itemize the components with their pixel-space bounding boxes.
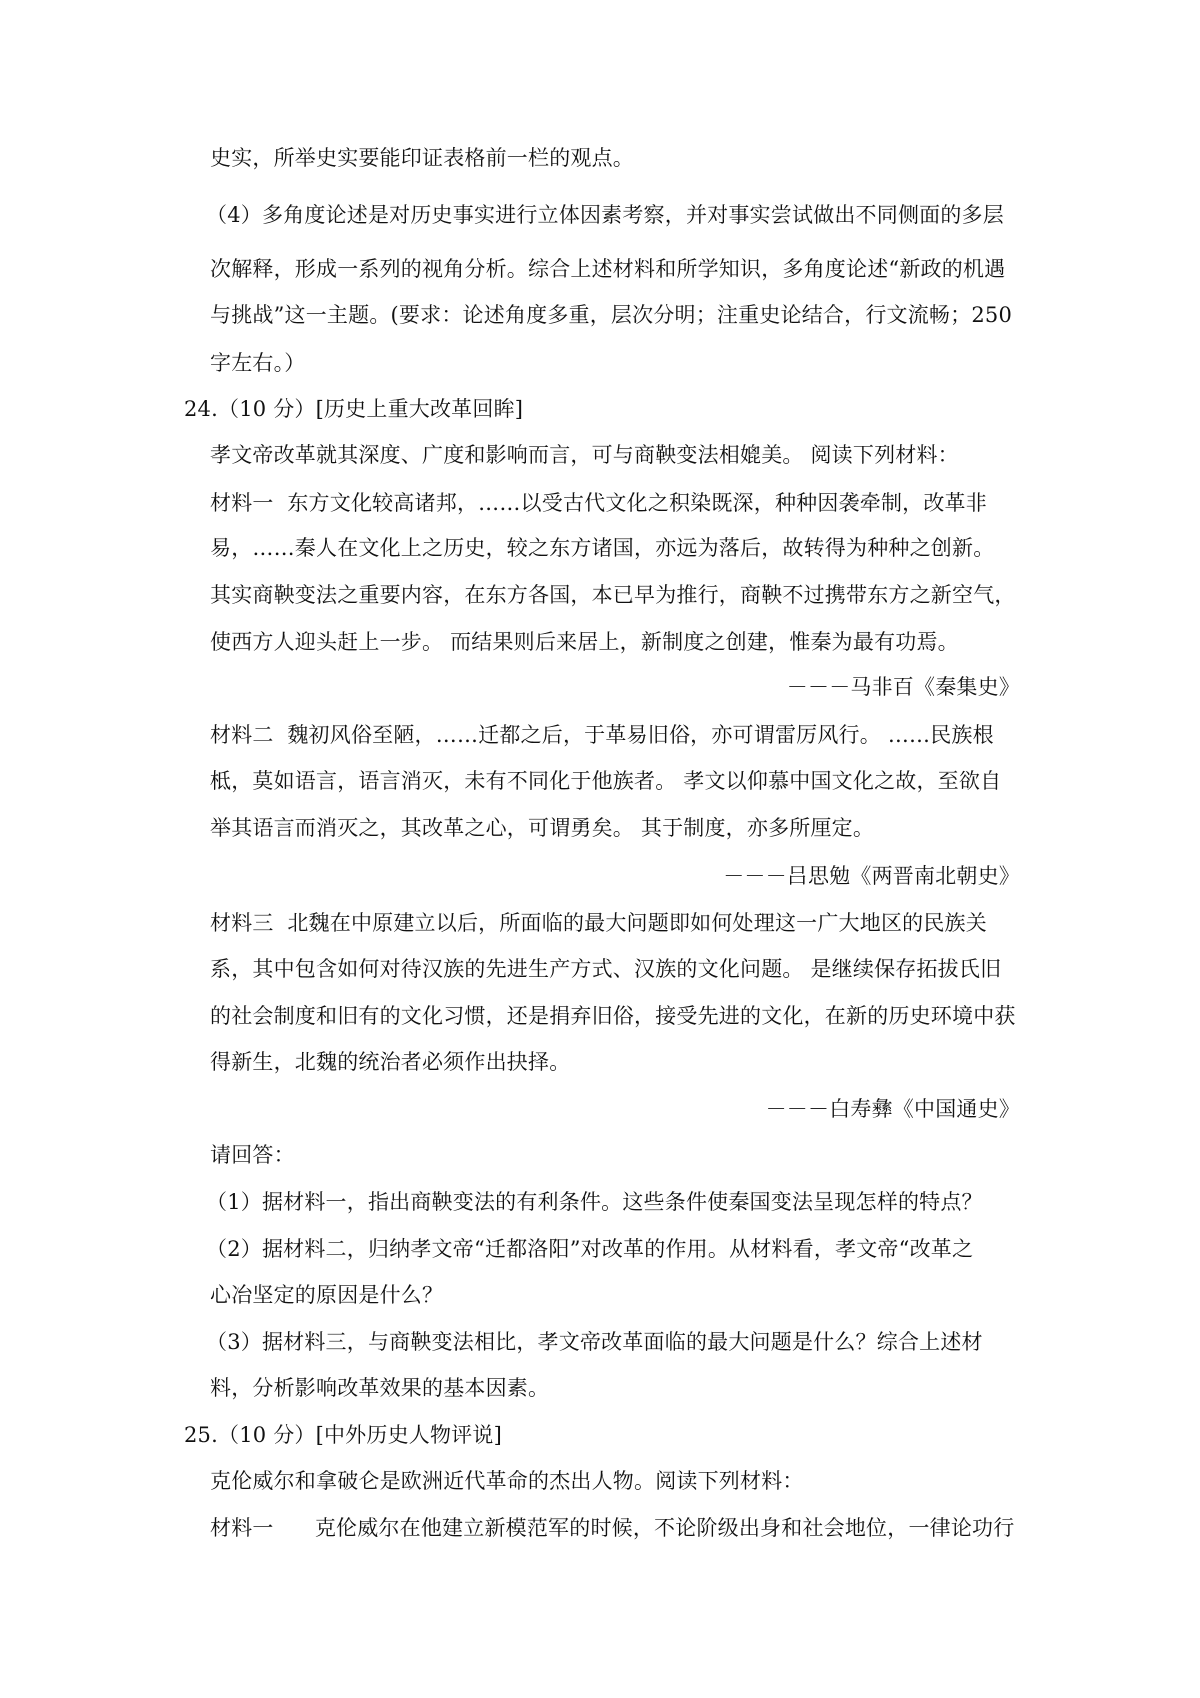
answer-prompt: 请回答： (210, 1143, 295, 1167)
subquestion-3-line-1: （3）据材料三，与商鞅变法相比，孝文帝改革面临的最大问题是什么？综合上述材 (206, 1330, 983, 1354)
subquestion-4-line-2: 次解释，形成一系列的视角分析。综合上述材料和所学知识，多角度论述“新政的机遇 (210, 257, 1006, 281)
material-2-line-3: 举其语言而消灭之，其改革之心，可谓勇矣。 其于制度，亦多所厘定。 (210, 816, 875, 840)
material-3-line-2: 系，其中包含如何对待汉族的先进生产方式、汉族的文化问题。 是继续保存拓拔氏旧 (210, 957, 1002, 981)
text-line: 史实，所举史实要能印证表格前一栏的观点。 (210, 146, 634, 170)
material-1-line-3: 其实商鞅变法之重要内容，在东方各国，本已早为推行，商鞅不过携带东方之新空气， (210, 583, 1016, 607)
material-2-source: －－－吕思勉《两晋南北朝史》 (723, 864, 1020, 888)
material-2-line-1: 材料二 魏初风俗至陋，……迁都之后，于革易旧俗，亦可谓雷厉风行。 ……民族根 (210, 723, 994, 747)
material-3-line-1: 材料三 北魏在中原建立以后，所面临的最大问题即如何处理这一广大地区的民族关 (210, 911, 987, 935)
subquestion-4-line-1: （4）多角度论述是对历史事实进行立体因素考察，并对事实尝试做出不同侧面的多层 (206, 203, 1004, 227)
question-24-heading: 24.（10 分）[历史上重大改革回眸] (184, 397, 524, 421)
subquestion-2-line-1: （2）据材料二，归纳孝文帝“迁都洛阳”对改革的作用。从材料看，孝文帝“改革之 (206, 1237, 974, 1261)
question-25-material-1: 材料一 克伦威尔在他建立新模范军的时候，不论阶级出身和社会地位，一律论功行 (210, 1516, 1015, 1540)
question-25-heading: 25.（10 分）[中外历史人物评说] (184, 1423, 502, 1447)
material-2-line-2: 柢，莫如语言，语言消灭，未有不同化于他族者。 孝文以仰慕中国文化之故，至欲自 (210, 769, 1002, 793)
subquestion-2-line-2: 心冶坚定的原因是什么？ (210, 1283, 444, 1307)
material-1-source: －－－马非百《秦集史》 (786, 675, 1020, 699)
subquestion-3-line-2: 料，分析影响改革效果的基本因素。 (210, 1376, 550, 1400)
material-3-line-4: 得新生，北魏的统治者必须作出抉择。 (210, 1050, 571, 1074)
question-24-intro: 孝文帝改革就其深度、广度和影响而言，可与商鞅变法相媲美。 阅读下列材料： (210, 443, 959, 467)
material-1-line-2: 易，……秦人在文化上之历史，较之东方诸国，亦远为落后，故转得为种种之创新。 (210, 536, 995, 560)
material-1-line-1: 材料一 东方文化较高诸邦，……以受古代文化之积染既深，种种因袭牵制，改革非 (210, 491, 987, 515)
material-3-line-3: 的社会制度和旧有的文化习惯，还是捐弃旧俗，接受先进的文化，在新的历史环境中获 (210, 1004, 1016, 1028)
subquestion-4-line-3: 与挑战”这一主题。(要求：论述角度多重，层次分明；注重史论结合，行文流畅；250 (210, 303, 1013, 327)
question-25-intro: 克伦威尔和拿破仑是欧洲近代革命的杰出人物。阅读下列材料： (210, 1469, 804, 1493)
subquestion-1: （1）据材料一，指出商鞅变法的有利条件。这些条件使秦国变法呈现怎样的特点？ (206, 1190, 983, 1214)
material-3-source: －－－白寿彝《中国通史》 (765, 1097, 1020, 1121)
subquestion-4-line-4: 字左右。） (210, 351, 306, 375)
material-1-line-4: 使西方人迎头赶上一步。 而结果则后来居上，新制度之创建，惟秦为最有功焉。 (210, 630, 959, 654)
